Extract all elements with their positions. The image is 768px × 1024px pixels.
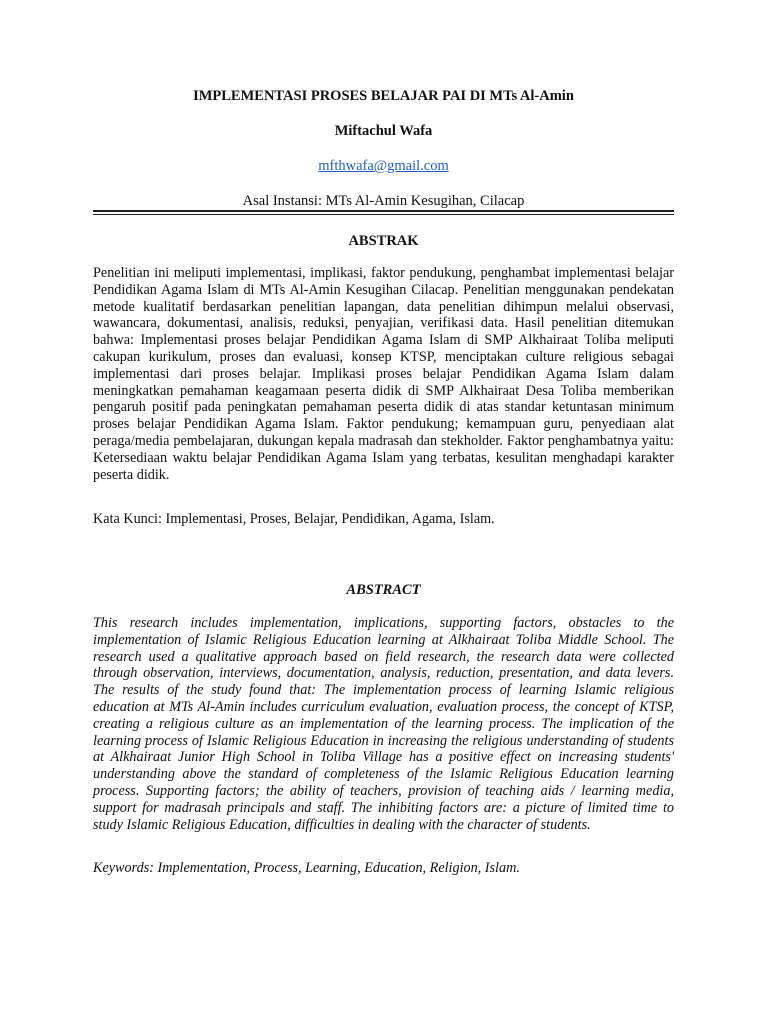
abstract-body: This research includes implementation, implications, supporting factors, obstacles to the implementation of Islamic Religious Education learning at Alkhairaat Toliba Middle School. The research used a qualitative approach based on field research, the research data were collected through observation, interviews, documentation, analysis, reduction, presentation, and data levers. The results of the study found that: The implementation process of learning Islamic religious education at MTs Al-Amin includes curriculum evaluation, evaluation process, the concept of KTSP, creating a religious culture as an implementation of the learning process. The implication of the learning process of Islamic Religious Education in increasing the religious understanding of students at Alkhairaat Junior High School in Toliba Village has a positive effect on increasing students' understanding above the standard of completeness of the Islamic Religious Education learning process. Supporting factors; the ability of teachers, provision of teaching aids / learning media, support for madrasah principals and staff. The inhibiting factors are: a picture of limited time to study Islamic Religious Education, difficulties in dealing with the character of students. [93,615,674,833]
email-link[interactable]: mfthwafa@gmail.com [318,158,449,174]
abstrak-keywords: Kata Kunci: Implementasi, Proses, Belajar, Pendidikan, Agama, Islam. [93,511,495,527]
abstract-keywords: Keywords: Implementation, Process, Learning, Education, Religion, Islam. [93,860,520,876]
author-name: Miftachul Wafa [334,123,433,139]
abstrak-heading: ABSTRAK [348,233,419,249]
abstrak-body: Penelitian ini meliputi implementasi, implikasi, faktor pendukung, penghambat implementasi belajar Pendidikan Agama Islam di MTs Al-Amin Kesugihan Cilacap. Penelitian menggunakan pendekatan metode kualitatif berdasarkan penelitian lapangan, data penelitian dihimpun melalui observasi, wawancara, dokumentasi, analisis, reduksi, penyajian, verifikasi data. Hasil penelitian ditemukan bahwa: Implementasi proses belajar Pendidikan Agama Islam di SMP Alkhairaat Toliba meliputi cakupan kurikulum, proses dan evaluasi, konsep KTSP, menciptakan culture religious sebagai implementasi dari proses belajar. Implikasi proses belajar Pendidikan Agama Islam dalam meningkatkan pemahaman keagamaan peserta didik di SMP Alkhairaat Desa Toliba memberikan pengaruh positif pada peningkatan pemahaman peserta didik di atas standar ketuntasan minimum proses belajar Pendidikan Agama Islam. Faktor pendukung; kemampuan guru, penyediaan alat peraga/media pembelajaran, dukungan kepala madrasah dan stekholder. Faktor penghambatnya yaitu: Ketersediaan waktu belajar Pendidikan Agama Islam yang terbatas, kesulitan menghadapi karakter peserta didik. [93,265,674,483]
author-email [93,157,674,175]
header-divider-thick [93,210,674,212]
institution: Asal Instansi: MTs Al-Amin Kesugihan, Cilacap [242,193,525,209]
header-divider-thin [93,214,674,215]
paper-title: IMPLEMENTASI PROSES BELAJAR PAI DI MTs Al-Amin [193,88,574,104]
abstract-heading: ABSTRACT [346,582,421,598]
